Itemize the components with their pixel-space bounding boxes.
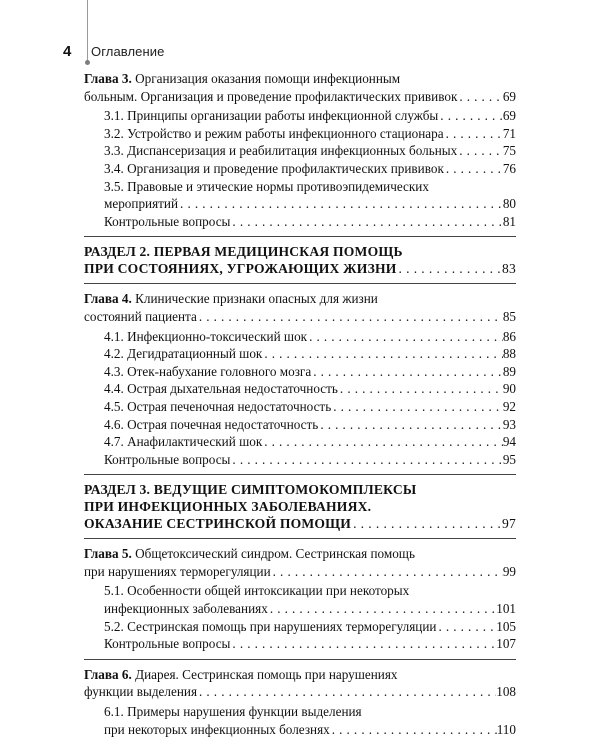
page-ref: 69 bbox=[502, 108, 516, 124]
page-ref: 85 bbox=[502, 308, 516, 324]
toc-chapter-6: Глава 6. Диарея. Сестринская помощь при нарушениях функции выделения . . . 108 bbox=[84, 666, 516, 701]
toc-chapter-4: Глава 4. Клинические признаки опасных для жизни состояний пациента . . . 85 bbox=[84, 290, 516, 325]
dot-leader bbox=[338, 380, 503, 398]
toc-item-3-3: 3.3. Диспансеризация и реабилитация инфекционных больных . . . 75 bbox=[84, 142, 516, 160]
page-ref: 69 bbox=[502, 88, 516, 104]
table-of-contents bbox=[84, 70, 516, 738]
dot-leader bbox=[444, 125, 503, 143]
running-title: Оглавление bbox=[91, 44, 165, 59]
dot-leader bbox=[271, 563, 503, 581]
page-ref: 97 bbox=[502, 516, 516, 532]
toc-item-3-2: 3.2. Устройство и режим работы инфекционного стационара . . . 71 bbox=[84, 125, 516, 143]
dot-leader bbox=[436, 618, 496, 636]
dot-leader bbox=[330, 721, 497, 739]
separator-rule bbox=[84, 283, 516, 284]
dot-leader bbox=[197, 308, 503, 326]
toc-item-4-4: 4.4. Острая дыхательная недостаточность . . . 90 bbox=[84, 380, 516, 398]
dot-leader bbox=[351, 515, 502, 532]
dot-leader bbox=[444, 160, 503, 178]
page-ref: 90 bbox=[502, 381, 516, 397]
separator-rule bbox=[84, 538, 516, 539]
dot-leader bbox=[230, 451, 502, 469]
separator-rule bbox=[84, 474, 516, 475]
page-header bbox=[63, 43, 164, 63]
dot-leader bbox=[438, 107, 503, 125]
toc-item-3-4: 3.4. Организация и проведение профилактических прививок . . . 76 bbox=[84, 160, 516, 178]
page-ref: 110 bbox=[496, 721, 516, 737]
dot-leader bbox=[262, 433, 503, 451]
page-ref: 95 bbox=[502, 451, 516, 467]
toc-item-4-7: 4.7. Анафилактический шок . . . 94 bbox=[84, 433, 516, 451]
toc-item-3-1: 3.1. Принципы организации работы инфекционной службы . . . 69 bbox=[84, 107, 516, 125]
toc-item-6-1: 6.1. Примеры нарушения функции выделения при некоторых инфекционных болезнях . . . 110 bbox=[84, 703, 516, 738]
toc-section-2: РАЗДЕЛ 2. ПЕРВАЯ МЕДИЦИНСКАЯ ПОМОЩЬ ПРИ СОСТОЯНИЯХ, УГРОЖАЮЩИХ ЖИЗНИ . . . 83 bbox=[84, 243, 516, 277]
toc-item-4-6: 4.6. Острая почечная недостаточность . . . 93 bbox=[84, 416, 516, 434]
dot-leader bbox=[307, 328, 503, 346]
page-ref: 107 bbox=[496, 636, 516, 652]
dot-leader bbox=[262, 345, 502, 363]
toc-item-4-2: 4.2. Дегидратационный шок . . . 88 bbox=[84, 345, 516, 363]
toc-chapter-5: Глава 5. Общетоксический синдром. Сестринская помощь при нарушениях терморегуляции . . . 99 bbox=[84, 545, 516, 580]
toc-item-5-1: 5.1. Особенности общей интоксикации при некоторых инфекционных заболеваниях . . . 101 bbox=[84, 582, 516, 617]
toc-item-review-3: Контрольные вопросы . . . 81 bbox=[84, 213, 516, 231]
dot-leader bbox=[268, 600, 496, 618]
page-ref: 99 bbox=[502, 563, 516, 579]
page-ref: 75 bbox=[502, 143, 516, 159]
dot-leader bbox=[318, 416, 503, 434]
page-ref: 86 bbox=[502, 328, 516, 344]
page-ref: 83 bbox=[502, 261, 516, 277]
toc-chapter-3: Глава 3. Организация оказания помощи инфекционным больным. Организация и проведение профилактических прививок . . . 69 bbox=[84, 70, 516, 105]
dot-leader bbox=[230, 635, 496, 653]
page-ref: 80 bbox=[502, 196, 516, 212]
toc-item-3-5: 3.5. Правовые и этические нормы противоэпидемических мероприятий . . . 80 bbox=[84, 178, 516, 213]
dot-leader bbox=[311, 363, 503, 381]
page-ref: 89 bbox=[502, 363, 516, 379]
page-ref: 92 bbox=[502, 398, 516, 414]
page-number: 4 bbox=[63, 43, 72, 60]
page-ref: 105 bbox=[496, 618, 516, 634]
toc-section-3: РАЗДЕЛ 3. ВЕДУЩИЕ СИМПТОМОКОМПЛЕКСЫ ПРИ ИНФЕКЦИОННЫХ ЗАБОЛЕВАНИЯХ. ОКАЗАНИЕ СЕСТРИНСКОЙ ПОМОЩИ . . . 97 bbox=[84, 481, 516, 532]
page-ref: 76 bbox=[502, 160, 516, 176]
page-ref: 88 bbox=[502, 346, 516, 362]
page-ref: 71 bbox=[502, 125, 516, 141]
toc-item-review-4: Контрольные вопросы . . . 95 bbox=[84, 451, 516, 469]
toc-item-4-1: 4.1. Инфекционно-токсический шок . . . 86 bbox=[84, 328, 516, 346]
dot-leader bbox=[230, 213, 502, 231]
page-ref: 108 bbox=[496, 684, 516, 700]
page-ref: 94 bbox=[502, 434, 516, 450]
dot-leader bbox=[178, 195, 503, 213]
page-ref: 93 bbox=[502, 416, 516, 432]
toc-item-5-2: 5.2. Сестринская помощь при нарушениях терморегуляции . . . 105 bbox=[84, 618, 516, 636]
dot-leader bbox=[457, 142, 503, 160]
toc-item-4-5: 4.5. Острая печеночная недостаточность . . . 92 bbox=[84, 398, 516, 416]
dot-leader bbox=[331, 398, 503, 416]
toc-item-4-3: 4.3. Отек-набухание головного мозга . . . 89 bbox=[84, 363, 516, 381]
toc-item-review-5: Контрольные вопросы . . . 107 bbox=[84, 635, 516, 653]
dot-leader bbox=[457, 88, 502, 106]
page-ref: 101 bbox=[496, 601, 516, 617]
separator-rule bbox=[84, 659, 516, 660]
dot-leader bbox=[397, 260, 502, 277]
dot-leader bbox=[197, 683, 496, 701]
page-ref: 81 bbox=[502, 213, 516, 229]
separator-rule bbox=[84, 236, 516, 237]
